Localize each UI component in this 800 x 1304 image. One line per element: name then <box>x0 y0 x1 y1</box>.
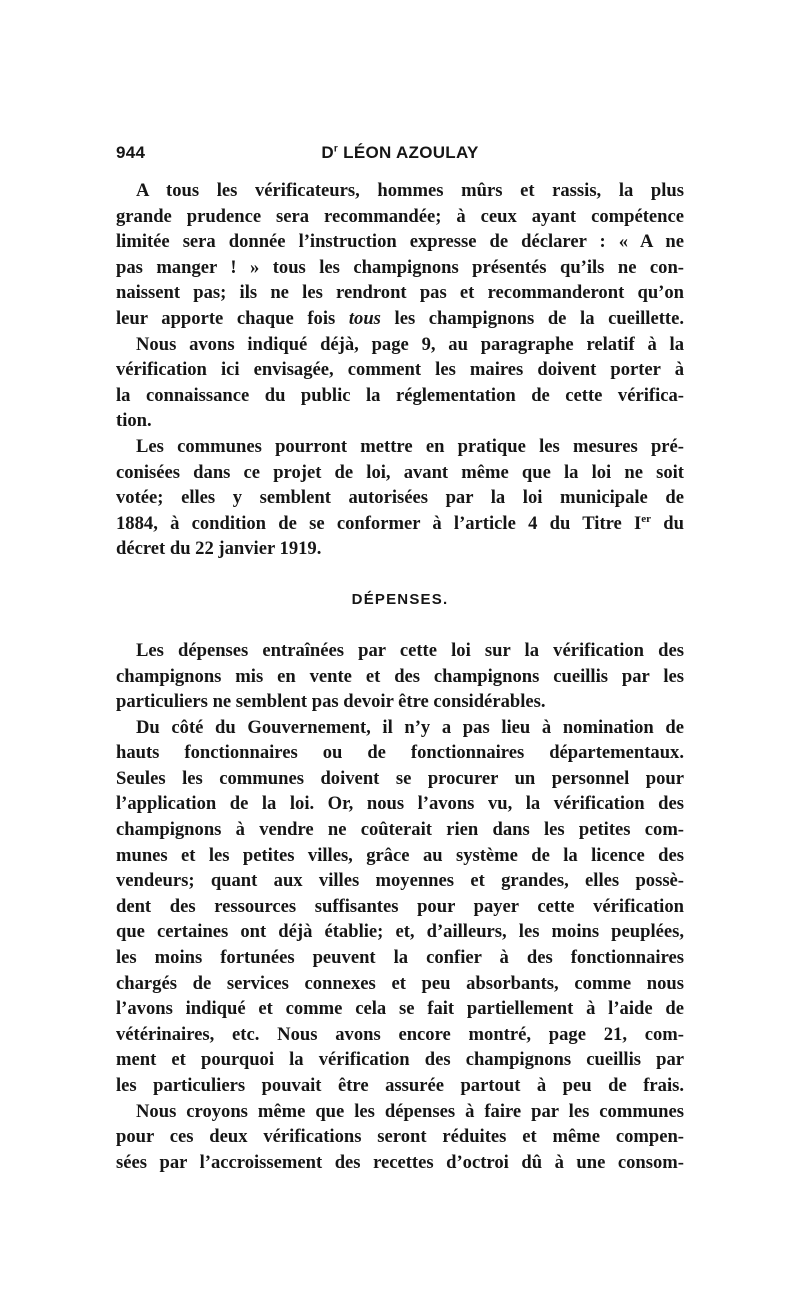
section-title: DÉPENSES. <box>351 590 449 608</box>
text-line: pour ces deux vérifications seront réduites et même compen- <box>116 1126 684 1148</box>
text-line: Du côté du Gouvernement, il n’y a pas lieu à nomination de <box>136 716 684 738</box>
text-line: Nous avons indiqué déjà, page 9, au paragraphe relatif à la <box>136 333 684 355</box>
text-line: dent des ressources suffisantes pour payer cette vérification <box>116 895 684 917</box>
text-line: Les communes pourront mettre en pratique les mesures pré- <box>136 435 684 457</box>
text-line: hauts fonctionnaires ou de fonctionnaires départementaux. <box>116 742 684 764</box>
text-line: vérification ici envisagée, comment les maires doivent porter à <box>116 359 684 381</box>
text-line: munes et les petites villes, grâce au système de la licence des <box>116 844 684 866</box>
text-line: que certaines ont déjà établie; et, d’ailleurs, les moins peuplées, <box>116 921 684 943</box>
text-line: vétérinaires, etc. Nous avons encore montré, page 21, com- <box>116 1023 684 1045</box>
text-line: naissent pas; ils ne les rendront pas et recommanderont qu’on <box>116 282 684 304</box>
author-name: $D^r$ LÉON AZOULAY <box>321 143 479 162</box>
text-line: grande prudence sera recommandée; à ceux ayant compétence <box>116 205 684 227</box>
text-line: l’avons indiqué et comme cela se fait partiellement à l’aide de <box>116 998 684 1020</box>
text-line: particuliers ne semblent pas devoir être considérables. <box>116 691 546 713</box>
text-line: Les dépenses entraînées par cette loi sur la vérification des <box>136 639 684 661</box>
text-line: limitée sera donnée l’instruction expresse de déclarer : « A ne <box>116 231 684 253</box>
text-line: la connaissance du public la réglementation de cette vérifica- <box>116 384 684 406</box>
text-line: votée; elles y semblent autorisées par la loi municipale de <box>116 487 684 509</box>
running-head <box>116 143 684 169</box>
text-line: ment et pourquoi la vérification des champignons cueillis par <box>116 1049 684 1071</box>
text-line: champignons à vendre ne coûterait rien dans les petites com- <box>116 819 684 841</box>
text-line: décret du 22 janvier 1919. <box>116 538 322 560</box>
text-line: 1884, à condition de se conformer à l’article 4 du Titre Ier du <box>116 512 684 534</box>
text-line: conisées dans ce projet de loi, avant même que la loi ne soit <box>116 461 684 483</box>
text-line: leur apporte chaque fois tous les champignons de la cueillette. <box>116 307 684 329</box>
text-line: tion. <box>116 410 152 432</box>
text-line: sées par l’accroissement des recettes d’octroi dû à une consom- <box>116 1151 684 1173</box>
text-line: Nous croyons même que les dépenses à faire par les communes <box>136 1100 684 1122</box>
text-line: vendeurs; quant aux villes moyennes et grandes, elles possè- <box>116 870 684 892</box>
text-line: champignons mis en vente et des champignons cueillis par les <box>116 665 684 687</box>
page-number: 944 <box>116 143 146 162</box>
text-line: les particuliers pouvait être assurée partout à peu de frais. <box>116 1075 684 1096</box>
text-line: pas manger ! » tous les champignons présentés qu’ils ne con- <box>116 256 684 278</box>
text-line: A tous les vérificateurs, hommes mûrs et rassis, la plus <box>136 180 684 201</box>
text-line: les moins fortunées peuvent la confier à des fonctionnaires <box>116 947 684 969</box>
text-line: l’application de la loi. Or, nous l’avons vu, la vérification des <box>116 793 684 815</box>
emphasis: tous <box>348 307 381 329</box>
text-line: Seules les communes doivent se procurer un personnel pour <box>116 767 684 789</box>
body-text <box>116 178 684 1175</box>
text-line: chargés de services connexes et peu absorbants, comme nous <box>116 972 684 994</box>
